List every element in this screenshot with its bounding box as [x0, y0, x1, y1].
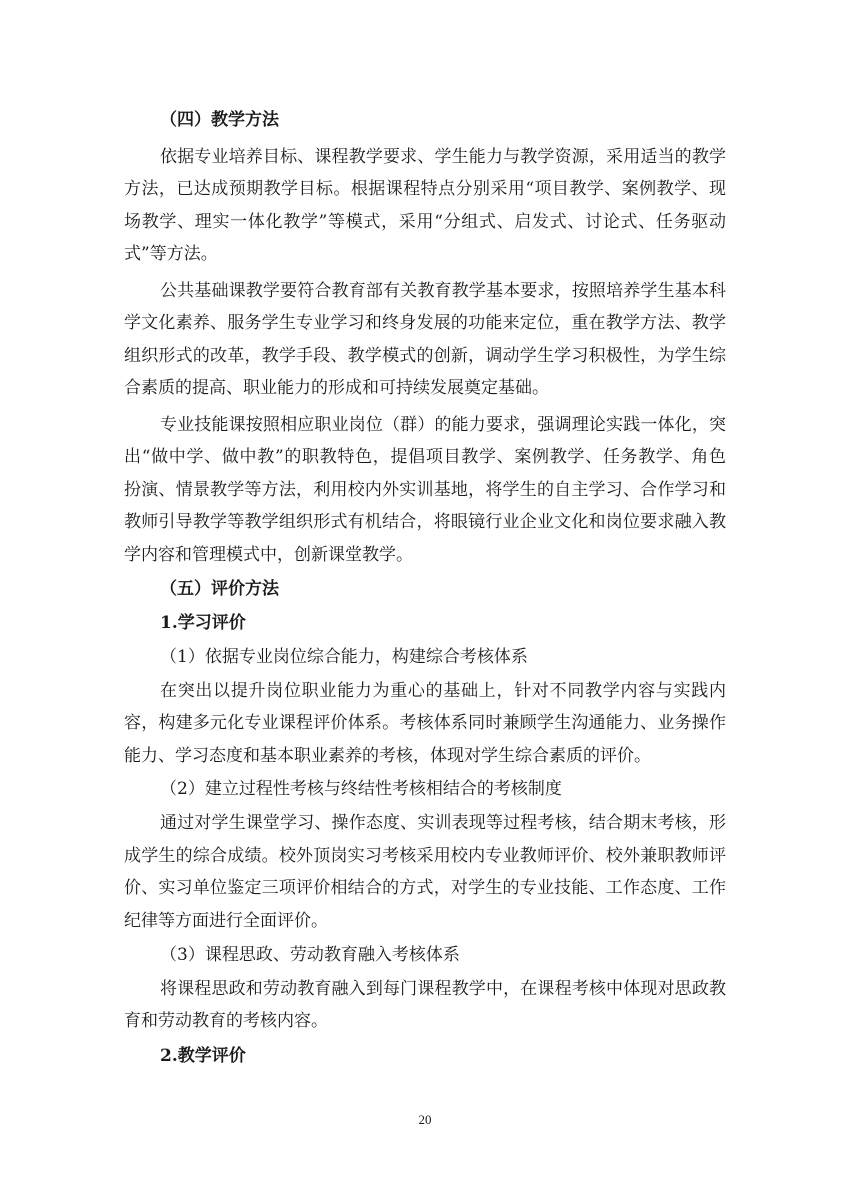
- text-line: 公共基础课教学要符合教育部有关教育教学基本要求，按照培养学生基本科: [160, 281, 726, 301]
- text-line: 将课程思政和劳动教育融入到每门课程教学中，在课程考核中体现对思政教: [160, 979, 726, 999]
- text-line: 场教学、理实一体化教学”等模式，采用“分组式、启发式、讨论式、任务驱动: [124, 212, 726, 232]
- text-line: 合素质的提高、职业能力的形成和可持续发展奠定基础。: [124, 378, 549, 398]
- list-item-heading: （1）依据专业岗位综合能力，构建综合考核体系: [160, 647, 528, 667]
- list-item-heading: （2）建立过程性考核与终结性考核相结合的考核制度: [160, 779, 562, 799]
- text-line: 扮演、情景教学等方法，利用校内外实训基地，将学生的自主学习、合作学习和: [124, 480, 726, 500]
- page-number: 20: [418, 1112, 432, 1127]
- text-line: 育和劳动教育的考核内容。: [124, 1011, 328, 1031]
- text-line: 专业技能课按照相应职业岗位（群）的能力要求，强调理论实践一体化，突: [160, 415, 726, 435]
- subheading-learning-evaluation: 1.学习评价: [160, 613, 246, 633]
- text-line: 容，构建多元化专业课程评价体系。考核体系同时兼顾学生沟通能力、业务操作: [124, 713, 726, 733]
- text-line: 方法，已达成预期教学目标。根据课程特点分别采用“项目教学、案例教学、现: [124, 179, 726, 199]
- subheading-teaching-evaluation: 2.教学评价: [160, 1046, 246, 1066]
- section-heading-evaluation-methods: （五）评价方法: [160, 579, 279, 599]
- section-heading-teaching-methods: （四）教学方法: [160, 110, 279, 130]
- text-line: 学文化素养、服务学生专业学习和终身发展的功能来定位，重在教学方法、教学: [124, 313, 726, 333]
- text-line: 出“做中学、做中教”的职教特色，提倡项目教学、案例教学、任务教学、角色: [124, 447, 726, 467]
- text-line: 纪律等方面进行全面评价。: [124, 911, 328, 931]
- text-line: 成学生的综合成绩。校外顶岗实习考核采用校内专业教师评价、校外兼职教师评: [124, 846, 726, 866]
- text-line: 在突出以提升岗位职业能力为重心的基础上，针对不同教学内容与实践内: [160, 681, 726, 701]
- text-line: 教师引导教学等教学组织形式有机结合，将眼镜行业企业文化和岗位要求融入教: [124, 512, 726, 532]
- text-line: 依据专业培养目标、课程教学要求、学生能力与教学资源，采用适当的教学: [160, 147, 726, 167]
- text-line: 通过对学生课堂学习、操作态度、实训表现等过程考核，结合期末考核，形: [160, 813, 726, 833]
- text-line: 组织形式的改革，教学手段、教学模式的创新，调动学生学习积极性，为学生综: [124, 346, 726, 366]
- text-line: 式”等方法。: [124, 244, 218, 264]
- text-line: 能力、学习态度和基本职业素养的考核，体现对学生综合素质的评价。: [124, 746, 651, 766]
- list-item-heading: （3）课程思政、劳动教育融入考核体系: [160, 945, 460, 965]
- text-line: 学内容和管理模式中，创新课堂教学。: [124, 545, 413, 565]
- text-line: 价、实习单位鉴定三项评价相结合的方式，对学生的专业技能、工作态度、工作: [124, 878, 726, 898]
